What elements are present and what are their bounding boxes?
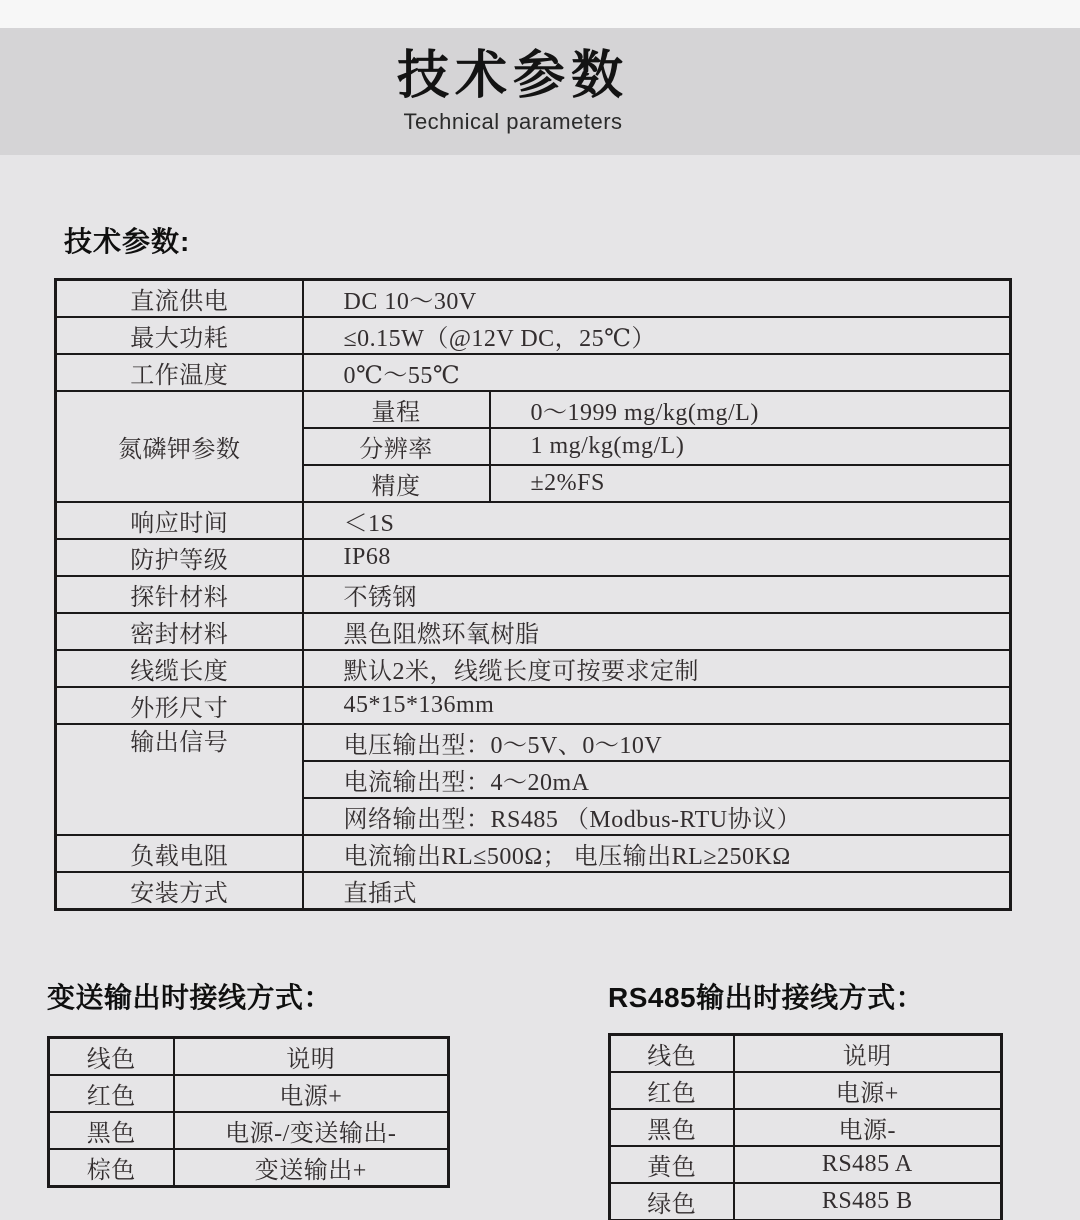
table-row [49,1112,449,1149]
wire-desc-cell: RS485 B [734,1183,1002,1220]
spec-section-heading: 技术参数: [64,226,191,257]
spec-value: 不锈钢 [303,576,1011,613]
rs485-wiring-heading: RS485输出时接线方式： [608,982,925,1013]
spec-sublabel: 精度 [303,465,490,502]
spec-value: 1 mg/kg(mg/L) [490,428,1011,465]
table-row [610,1035,1002,1073]
spec-label: 响应时间 [56,502,303,539]
spec-value: 电压输出型：0～5V、0～10V [303,724,1011,761]
spec-sublabel: 分辨率 [303,428,490,465]
spec-value: 0℃～55℃ [303,354,1011,391]
table-row [56,391,1011,428]
table-row [56,502,1011,539]
spec-label: 最大功耗 [56,317,303,354]
wire-color-cell: 黄色 [610,1146,734,1183]
spec-label: 安装方式 [56,872,303,910]
table-row [610,1072,1002,1109]
table-row [49,1038,449,1076]
wire-desc-cell: RS485 A [734,1146,1002,1183]
spec-label: 工作温度 [56,354,303,391]
spec-label: 防护等级 [56,539,303,576]
spec-label-output: 输出信号 [56,724,303,835]
table-row [49,1075,449,1112]
spec-value: 45*15*136mm [303,687,1011,724]
spec-value: 默认2米，线缆长度可按要求定制 [303,650,1011,687]
table-row [56,650,1011,687]
wire-color-cell: 红色 [49,1075,174,1112]
table-row [56,613,1011,650]
spec-value: ≤0.15W（@12V DC，25℃） [303,317,1011,354]
spec-value: 直插式 [303,872,1011,910]
spec-value: 电流输出型：4～20mA [303,761,1011,798]
wire-desc-header: 说明 [734,1035,1002,1073]
wire-desc-cell: 电源+ [734,1072,1002,1109]
spec-value: ±2%FS [490,465,1011,502]
spec-value: DC 10～30V [303,280,1011,318]
spec-table [54,278,1012,911]
spec-value: IP68 [303,539,1011,576]
table-row [56,835,1011,872]
table-row [56,872,1011,910]
spec-label: 线缆长度 [56,650,303,687]
table-row [56,280,1011,318]
spec-label: 密封材料 [56,613,303,650]
wire-color-cell: 红色 [610,1072,734,1109]
wire-color-header: 线色 [49,1038,174,1076]
spec-label: 负载电阻 [56,835,303,872]
spec-value: 黑色阻燃环氧树脂 [303,613,1011,650]
spec-label: 探针材料 [56,576,303,613]
spec-sublabel: 量程 [303,391,490,428]
table-row [610,1109,1002,1146]
wire-desc-cell: 电源- [734,1109,1002,1146]
wire-color-header: 线色 [610,1035,734,1073]
wire-desc-cell: 电源+ [174,1075,449,1112]
table-row [56,354,1011,391]
table-row [56,724,1011,761]
spec-value: 网络输出型：RS485 （Modbus-RTU协议） [303,798,1011,835]
wire-color-cell: 棕色 [49,1149,174,1187]
table-row [56,576,1011,613]
table-row [56,539,1011,576]
table-row [610,1146,1002,1183]
wire-desc-cell: 电源-/变送输出- [174,1112,449,1149]
page-subtitle: Technical parameters [403,109,623,134]
wire-color-cell: 绿色 [610,1183,734,1220]
table-row [49,1149,449,1187]
spec-value: 电流输出RL≤500Ω； 电压输出RL≥250KΩ [303,835,1011,872]
hero-banner [0,28,1080,155]
rs485-wiring-table [608,1033,1003,1220]
wire-desc-header: 说明 [174,1038,449,1076]
table-row [56,687,1011,724]
spec-value: ＜1S [303,502,1011,539]
wire-color-cell: 黑色 [49,1112,174,1149]
table-row [610,1183,1002,1220]
transmitter-wiring-heading: 变送输出时接线方式： [47,982,333,1013]
spec-label: 直流供电 [56,280,303,318]
page-title: 技术参数 [396,47,629,105]
spec-label: 外形尺寸 [56,687,303,724]
transmitter-wiring-table [47,1036,450,1188]
top-strip [0,0,1080,28]
spec-label-npk: 氮磷钾参数 [56,391,303,502]
spec-value: 0～1999 mg/kg(mg/L) [490,391,1011,428]
table-row [56,317,1011,354]
wire-desc-cell: 变送输出+ [174,1149,449,1187]
wire-color-cell: 黑色 [610,1109,734,1146]
